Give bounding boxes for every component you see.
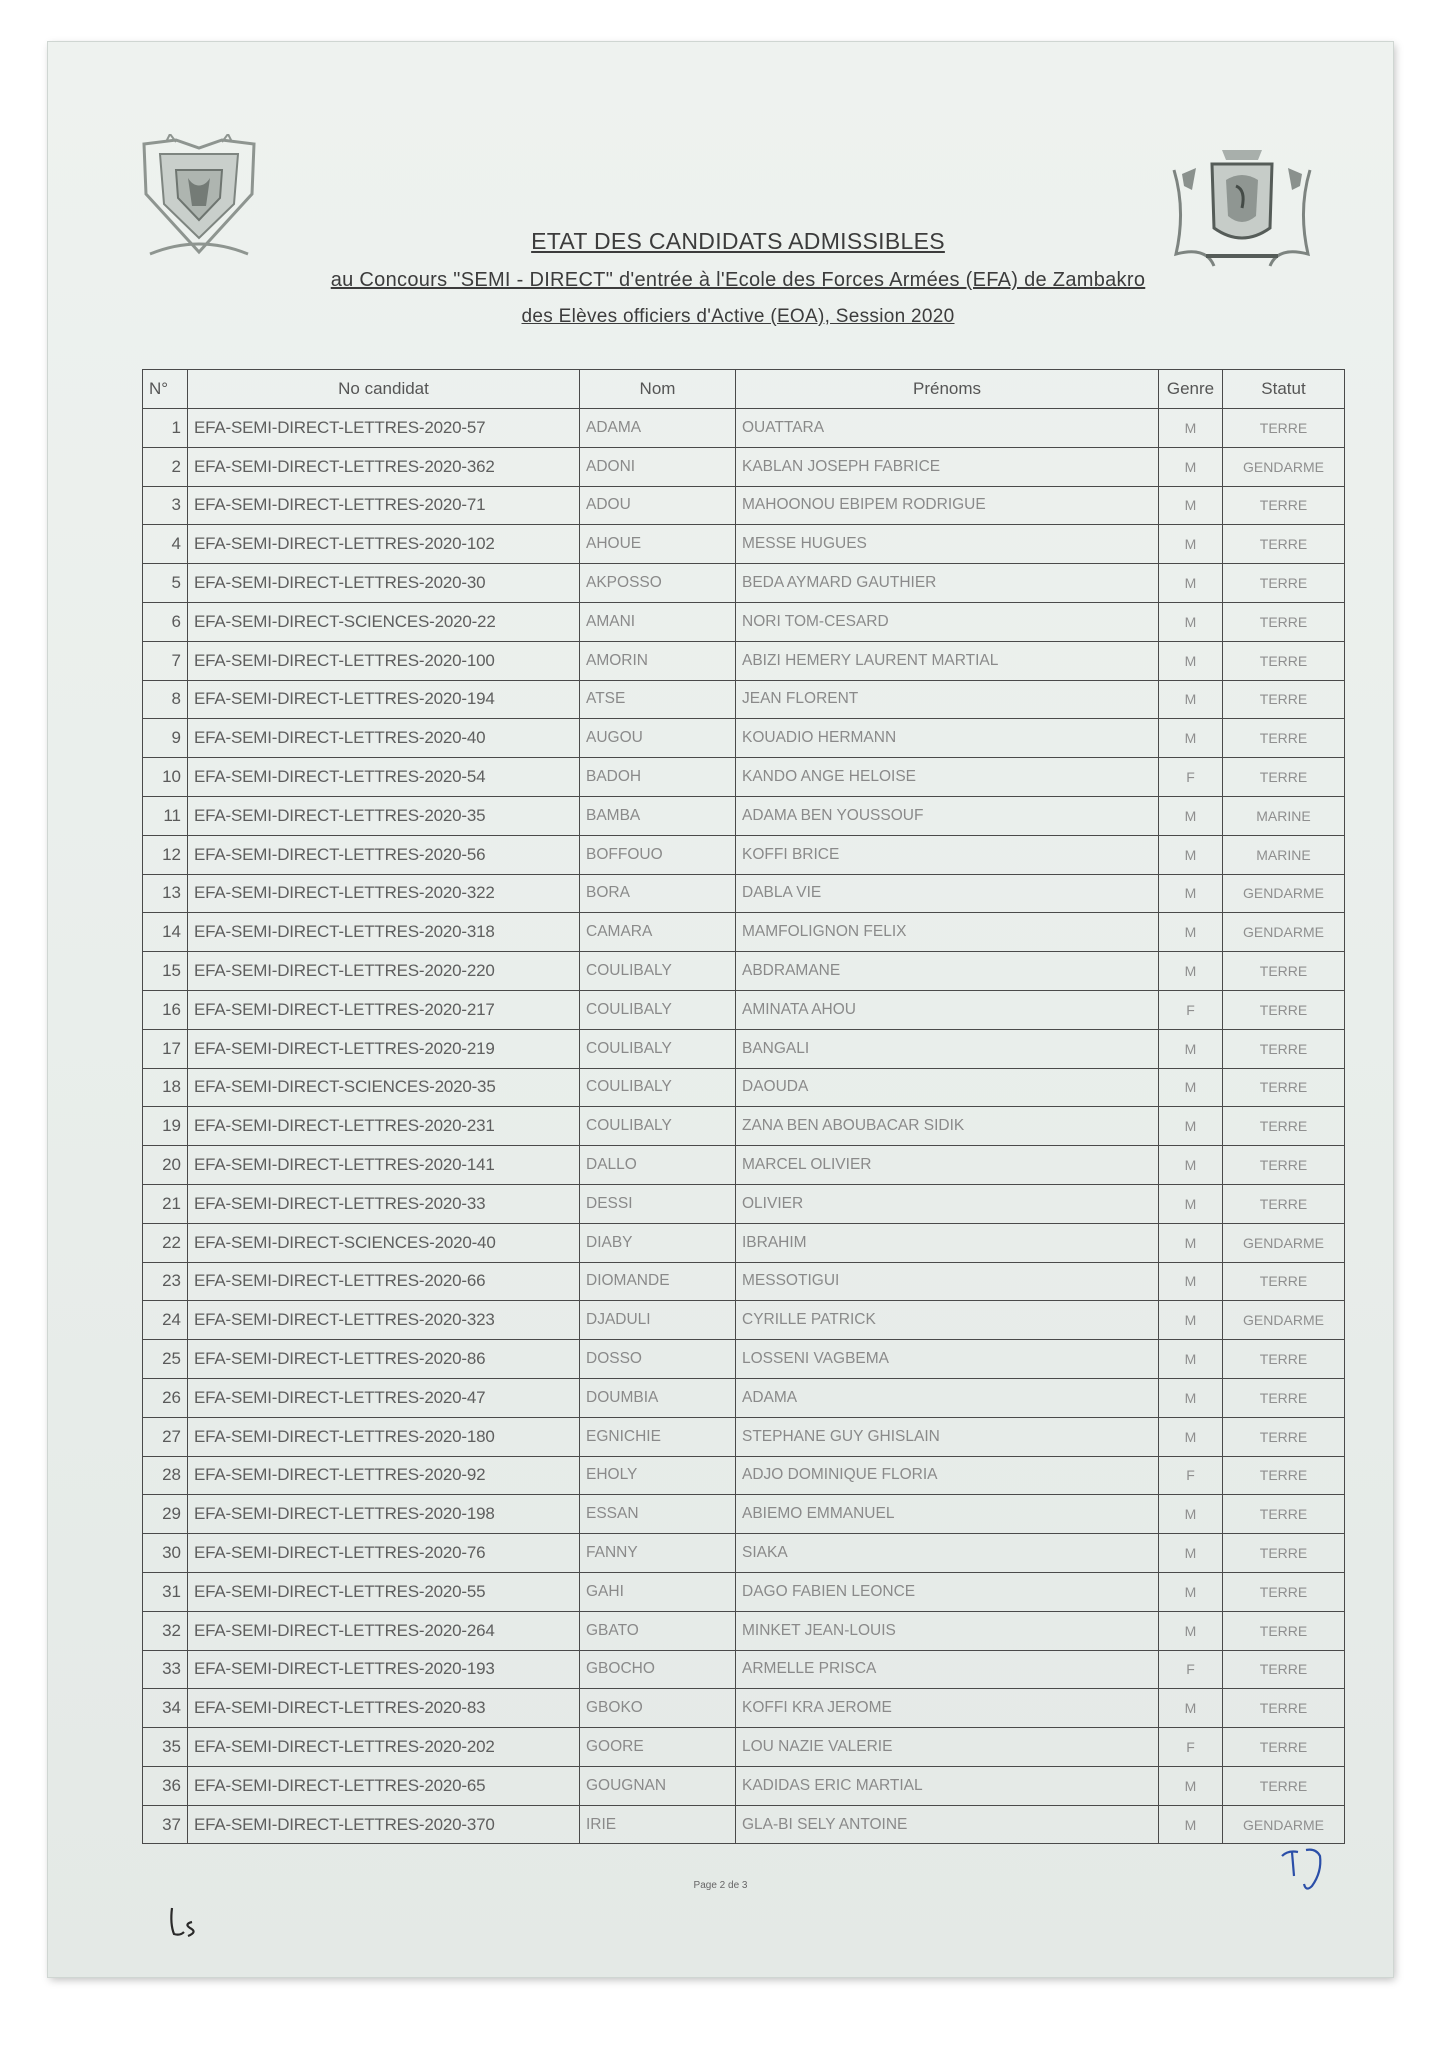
candidate-nom: CAMARA — [580, 913, 736, 952]
table-row — [143, 486, 1345, 525]
candidate-genre: M — [1159, 1340, 1223, 1379]
candidate-statut: TERRE — [1223, 1534, 1345, 1573]
table-row — [143, 1340, 1345, 1379]
candidate-id: EFA-SEMI-DIRECT-LETTRES-2020-180 — [188, 1417, 580, 1456]
candidate-statut: TERRE — [1223, 758, 1345, 797]
row-number: 33 — [143, 1650, 188, 1689]
page-number: Page 2 de 3 — [693, 1880, 748, 1891]
table-row — [143, 1495, 1345, 1534]
row-number: 17 — [143, 1029, 188, 1068]
candidate-id: EFA-SEMI-DIRECT-LETTRES-2020-219 — [188, 1029, 580, 1068]
candidate-genre: M — [1159, 1223, 1223, 1262]
candidate-nom: GOUGNAN — [580, 1766, 736, 1805]
candidate-genre: F — [1159, 1650, 1223, 1689]
candidate-prenoms: ADJO DOMINIQUE FLORIA — [736, 1456, 1159, 1495]
candidate-nom: BADOH — [580, 758, 736, 797]
table-row — [143, 1689, 1345, 1728]
table-row — [143, 1146, 1345, 1185]
candidate-statut: TERRE — [1223, 564, 1345, 603]
candidate-id: EFA-SEMI-DIRECT-LETTRES-2020-35 — [188, 796, 580, 835]
candidate-id: EFA-SEMI-DIRECT-LETTRES-2020-318 — [188, 913, 580, 952]
table-row — [143, 1301, 1345, 1340]
document-heading — [208, 228, 1268, 328]
candidate-nom: COULIBALY — [580, 1068, 736, 1107]
candidate-prenoms: MINKET JEAN-LOUIS — [736, 1611, 1159, 1650]
column-header-nom: Nom — [580, 370, 736, 409]
row-number: 31 — [143, 1572, 188, 1611]
candidate-genre: F — [1159, 758, 1223, 797]
candidate-genre: M — [1159, 719, 1223, 758]
candidate-genre: M — [1159, 1572, 1223, 1611]
candidate-id: EFA-SEMI-DIRECT-LETTRES-2020-323 — [188, 1301, 580, 1340]
row-number: 25 — [143, 1340, 188, 1379]
row-number: 10 — [143, 758, 188, 797]
row-number: 7 — [143, 641, 188, 680]
candidate-statut: MARINE — [1223, 835, 1345, 874]
candidate-nom: DIABY — [580, 1223, 736, 1262]
candidate-nom: AMORIN — [580, 641, 736, 680]
candidate-id: EFA-SEMI-DIRECT-LETTRES-2020-141 — [188, 1146, 580, 1185]
candidate-id: EFA-SEMI-DIRECT-LETTRES-2020-217 — [188, 990, 580, 1029]
candidate-statut: TERRE — [1223, 1340, 1345, 1379]
candidate-genre: M — [1159, 1262, 1223, 1301]
table-row — [143, 409, 1345, 448]
candidate-id: EFA-SEMI-DIRECT-LETTRES-2020-362 — [188, 447, 580, 486]
candidate-prenoms: BEDA AYMARD GAUTHIER — [736, 564, 1159, 603]
table-row — [143, 1417, 1345, 1456]
candidate-statut: TERRE — [1223, 486, 1345, 525]
candidate-id: EFA-SEMI-DIRECT-LETTRES-2020-55 — [188, 1572, 580, 1611]
candidate-statut: TERRE — [1223, 990, 1345, 1029]
candidate-id: EFA-SEMI-DIRECT-LETTRES-2020-76 — [188, 1534, 580, 1573]
candidate-prenoms: STEPHANE GUY GHISLAIN — [736, 1417, 1159, 1456]
candidate-id: EFA-SEMI-DIRECT-LETTRES-2020-102 — [188, 525, 580, 564]
candidate-genre: M — [1159, 486, 1223, 525]
candidate-nom: COULIBALY — [580, 1029, 736, 1068]
candidate-genre: M — [1159, 1495, 1223, 1534]
column-header-candidat: No candidat — [188, 370, 580, 409]
candidate-id: EFA-SEMI-DIRECT-LETTRES-2020-86 — [188, 1340, 580, 1379]
candidate-prenoms: OLIVIER — [736, 1184, 1159, 1223]
row-number: 11 — [143, 796, 188, 835]
candidate-nom: DESSI — [580, 1184, 736, 1223]
row-number: 8 — [143, 680, 188, 719]
row-number: 15 — [143, 952, 188, 991]
candidate-id: EFA-SEMI-DIRECT-LETTRES-2020-83 — [188, 1689, 580, 1728]
row-number: 37 — [143, 1805, 188, 1844]
row-number: 28 — [143, 1456, 188, 1495]
candidate-statut: TERRE — [1223, 1262, 1345, 1301]
candidate-genre: M — [1159, 1029, 1223, 1068]
candidate-nom: EHOLY — [580, 1456, 736, 1495]
candidate-genre: M — [1159, 874, 1223, 913]
candidate-genre: M — [1159, 1689, 1223, 1728]
candidate-id: EFA-SEMI-DIRECT-LETTRES-2020-30 — [188, 564, 580, 603]
row-number: 14 — [143, 913, 188, 952]
candidate-genre: M — [1159, 1301, 1223, 1340]
candidate-genre: M — [1159, 1805, 1223, 1844]
candidate-prenoms: MAHOONOU EBIPEM RODRIGUE — [736, 486, 1159, 525]
row-number: 24 — [143, 1301, 188, 1340]
candidate-id: EFA-SEMI-DIRECT-LETTRES-2020-54 — [188, 758, 580, 797]
candidate-statut: TERRE — [1223, 952, 1345, 991]
candidate-genre: M — [1159, 1417, 1223, 1456]
candidate-prenoms: MESSOTIGUI — [736, 1262, 1159, 1301]
candidate-genre: M — [1159, 1378, 1223, 1417]
candidate-prenoms: JEAN FLORENT — [736, 680, 1159, 719]
row-number: 35 — [143, 1728, 188, 1767]
candidate-nom: ADOU — [580, 486, 736, 525]
row-number: 3 — [143, 486, 188, 525]
row-number: 1 — [143, 409, 188, 448]
candidate-id: EFA-SEMI-DIRECT-LETTRES-2020-231 — [188, 1107, 580, 1146]
table-row — [143, 1728, 1345, 1767]
candidate-nom: GBOCHO — [580, 1650, 736, 1689]
candidate-statut: TERRE — [1223, 680, 1345, 719]
candidate-prenoms: KADIDAS ERIC MARTIAL — [736, 1766, 1159, 1805]
candidate-prenoms: KANDO ANGE HELOISE — [736, 758, 1159, 797]
row-number: 12 — [143, 835, 188, 874]
candidate-prenoms: ADAMA BEN YOUSSOUF — [736, 796, 1159, 835]
candidate-statut: TERRE — [1223, 1689, 1345, 1728]
candidate-nom: BAMBA — [580, 796, 736, 835]
candidate-prenoms: DAGO FABIEN LEONCE — [736, 1572, 1159, 1611]
candidate-genre: M — [1159, 680, 1223, 719]
candidate-id: EFA-SEMI-DIRECT-LETTRES-2020-71 — [188, 486, 580, 525]
candidate-genre: M — [1159, 409, 1223, 448]
candidate-prenoms: GLA-BI SELY ANTOINE — [736, 1805, 1159, 1844]
row-number: 2 — [143, 447, 188, 486]
candidate-id: EFA-SEMI-DIRECT-LETTRES-2020-220 — [188, 952, 580, 991]
candidate-prenoms: ADAMA — [736, 1378, 1159, 1417]
candidate-id: EFA-SEMI-DIRECT-LETTRES-2020-66 — [188, 1262, 580, 1301]
table-row — [143, 952, 1345, 991]
candidate-id: EFA-SEMI-DIRECT-LETTRES-2020-193 — [188, 1650, 580, 1689]
candidate-statut: GENDARME — [1223, 1805, 1345, 1844]
candidate-genre: M — [1159, 525, 1223, 564]
table-row — [143, 1262, 1345, 1301]
candidate-genre: M — [1159, 447, 1223, 486]
candidate-genre: F — [1159, 1456, 1223, 1495]
candidate-genre: M — [1159, 1611, 1223, 1650]
candidate-nom: DOSSO — [580, 1340, 736, 1379]
candidate-prenoms: MAMFOLIGNON FELIX — [736, 913, 1159, 952]
table-row — [143, 1068, 1345, 1107]
row-number: 20 — [143, 1146, 188, 1185]
table-row — [143, 641, 1345, 680]
candidate-prenoms: CYRILLE PATRICK — [736, 1301, 1159, 1340]
candidate-nom: ADAMA — [580, 409, 736, 448]
candidate-prenoms: NORI TOM-CESARD — [736, 602, 1159, 641]
column-header-genre: Genre — [1159, 370, 1223, 409]
column-header-num: N° — [143, 370, 188, 409]
table-row — [143, 1223, 1345, 1262]
table-row — [143, 719, 1345, 758]
candidate-prenoms: AMINATA AHOU — [736, 990, 1159, 1029]
candidate-id: EFA-SEMI-DIRECT-LETTRES-2020-47 — [188, 1378, 580, 1417]
candidate-id: EFA-SEMI-DIRECT-SCIENCES-2020-35 — [188, 1068, 580, 1107]
table-row — [143, 1611, 1345, 1650]
candidate-prenoms: BANGALI — [736, 1029, 1159, 1068]
candidate-nom: GOORE — [580, 1728, 736, 1767]
candidate-id: EFA-SEMI-DIRECT-LETTRES-2020-57 — [188, 409, 580, 448]
row-number: 23 — [143, 1262, 188, 1301]
initials-left-signature — [166, 1902, 206, 1942]
candidate-prenoms: KOFFI BRICE — [736, 835, 1159, 874]
candidate-statut: TERRE — [1223, 1611, 1345, 1650]
candidate-nom: DJADULI — [580, 1301, 736, 1340]
table-row — [143, 1456, 1345, 1495]
candidate-prenoms: SIAKA — [736, 1534, 1159, 1573]
candidate-statut: TERRE — [1223, 1572, 1345, 1611]
table-body — [143, 409, 1345, 1844]
table-row — [143, 758, 1345, 797]
candidate-nom: AHOUE — [580, 525, 736, 564]
row-number: 13 — [143, 874, 188, 913]
table-row — [143, 525, 1345, 564]
candidate-statut: TERRE — [1223, 1107, 1345, 1146]
row-number: 34 — [143, 1689, 188, 1728]
candidate-id: EFA-SEMI-DIRECT-LETTRES-2020-202 — [188, 1728, 580, 1767]
candidate-nom: GAHI — [580, 1572, 736, 1611]
row-number: 16 — [143, 990, 188, 1029]
candidate-genre: F — [1159, 990, 1223, 1029]
candidate-statut: TERRE — [1223, 1029, 1345, 1068]
table-row — [143, 564, 1345, 603]
candidate-statut: TERRE — [1223, 525, 1345, 564]
candidate-id: EFA-SEMI-DIRECT-LETTRES-2020-100 — [188, 641, 580, 680]
row-number: 26 — [143, 1378, 188, 1417]
document-title: ETAT DES CANDIDATS ADMISSIBLES — [531, 228, 945, 254]
candidate-statut: GENDARME — [1223, 447, 1345, 486]
table-row — [143, 1650, 1345, 1689]
candidate-genre: M — [1159, 835, 1223, 874]
candidate-prenoms: DABLA VIE — [736, 874, 1159, 913]
candidate-genre: M — [1159, 952, 1223, 991]
table-row — [143, 1107, 1345, 1146]
candidate-nom: AUGOU — [580, 719, 736, 758]
table-row — [143, 1378, 1345, 1417]
table-row — [143, 874, 1345, 913]
candidate-genre: M — [1159, 1068, 1223, 1107]
table-row — [143, 1534, 1345, 1573]
row-number: 6 — [143, 602, 188, 641]
candidate-prenoms: KOUADIO HERMANN — [736, 719, 1159, 758]
candidates-table-wrapper — [142, 369, 1344, 1844]
row-number: 5 — [143, 564, 188, 603]
candidate-prenoms: ABIZI HEMERY LAURENT MARTIAL — [736, 641, 1159, 680]
candidate-nom: DOUMBIA — [580, 1378, 736, 1417]
candidate-nom: DIOMANDE — [580, 1262, 736, 1301]
candidate-id: EFA-SEMI-DIRECT-LETTRES-2020-65 — [188, 1766, 580, 1805]
row-number: 27 — [143, 1417, 188, 1456]
candidate-id: EFA-SEMI-DIRECT-LETTRES-2020-198 — [188, 1495, 580, 1534]
candidate-statut: TERRE — [1223, 1417, 1345, 1456]
row-number: 19 — [143, 1107, 188, 1146]
candidate-nom: ESSAN — [580, 1495, 736, 1534]
candidate-genre: M — [1159, 796, 1223, 835]
row-number: 29 — [143, 1495, 188, 1534]
table-row — [143, 447, 1345, 486]
row-number: 21 — [143, 1184, 188, 1223]
candidate-prenoms: IBRAHIM — [736, 1223, 1159, 1262]
candidate-nom: COULIBALY — [580, 1107, 736, 1146]
table-row — [143, 1029, 1345, 1068]
table-row — [143, 1184, 1345, 1223]
candidate-id: EFA-SEMI-DIRECT-LETTRES-2020-194 — [188, 680, 580, 719]
candidate-statut: GENDARME — [1223, 913, 1345, 952]
candidate-genre: M — [1159, 1107, 1223, 1146]
candidate-nom: GBOKO — [580, 1689, 736, 1728]
candidate-id: EFA-SEMI-DIRECT-LETTRES-2020-370 — [188, 1805, 580, 1844]
row-number: 30 — [143, 1534, 188, 1573]
document-subtitle-session: des Elèves officiers d'Active (EOA), Session 2020 — [521, 306, 955, 327]
candidate-statut: TERRE — [1223, 1146, 1345, 1185]
candidate-genre: M — [1159, 1766, 1223, 1805]
candidate-statut: TERRE — [1223, 1068, 1345, 1107]
document-page — [48, 42, 1393, 1977]
candidate-nom: COULIBALY — [580, 990, 736, 1029]
candidate-prenoms: MESSE HUGUES — [736, 525, 1159, 564]
candidate-statut: TERRE — [1223, 1495, 1345, 1534]
table-row — [143, 1572, 1345, 1611]
candidate-id: EFA-SEMI-DIRECT-LETTRES-2020-322 — [188, 874, 580, 913]
candidate-statut: GENDARME — [1223, 874, 1345, 913]
candidate-statut: TERRE — [1223, 1650, 1345, 1689]
candidate-statut: TERRE — [1223, 409, 1345, 448]
candidate-nom: AKPOSSO — [580, 564, 736, 603]
candidate-prenoms: MARCEL OLIVIER — [736, 1146, 1159, 1185]
row-number: 32 — [143, 1611, 188, 1650]
candidate-id: EFA-SEMI-DIRECT-LETTRES-2020-33 — [188, 1184, 580, 1223]
candidate-statut: GENDARME — [1223, 1301, 1345, 1340]
candidate-statut: TERRE — [1223, 1456, 1345, 1495]
candidate-statut: TERRE — [1223, 1766, 1345, 1805]
row-number: 36 — [143, 1766, 188, 1805]
candidate-prenoms: OUATTARA — [736, 409, 1159, 448]
candidate-id: EFA-SEMI-DIRECT-SCIENCES-2020-40 — [188, 1223, 580, 1262]
candidate-id: EFA-SEMI-DIRECT-LETTRES-2020-92 — [188, 1456, 580, 1495]
candidate-prenoms: ARMELLE PRISCA — [736, 1650, 1159, 1689]
initials-right-signature — [1276, 1842, 1336, 1902]
candidate-nom: COULIBALY — [580, 952, 736, 991]
candidate-nom: BORA — [580, 874, 736, 913]
candidate-statut: TERRE — [1223, 602, 1345, 641]
row-number: 4 — [143, 525, 188, 564]
candidate-prenoms: ZANA BEN ABOUBACAR SIDIK — [736, 1107, 1159, 1146]
candidate-nom: ATSE — [580, 680, 736, 719]
candidate-prenoms: KOFFI KRA JEROME — [736, 1689, 1159, 1728]
candidate-id: EFA-SEMI-DIRECT-LETTRES-2020-40 — [188, 719, 580, 758]
table-row — [143, 602, 1345, 641]
candidate-nom: GBATO — [580, 1611, 736, 1650]
table-row — [143, 1766, 1345, 1805]
candidate-genre: F — [1159, 1728, 1223, 1767]
candidate-nom: IRIE — [580, 1805, 736, 1844]
table-row — [143, 990, 1345, 1029]
table-header-row — [143, 370, 1345, 409]
candidate-prenoms: ABIEMO EMMANUEL — [736, 1495, 1159, 1534]
candidate-prenoms: LOU NAZIE VALERIE — [736, 1728, 1159, 1767]
row-number: 9 — [143, 719, 188, 758]
candidate-prenoms: ABDRAMANE — [736, 952, 1159, 991]
candidate-nom: ADONI — [580, 447, 736, 486]
candidate-prenoms: KABLAN JOSEPH FABRICE — [736, 447, 1159, 486]
candidate-nom: DALLO — [580, 1146, 736, 1185]
table-row — [143, 1805, 1345, 1844]
candidate-statut: TERRE — [1223, 641, 1345, 680]
candidate-prenoms: LOSSENI VAGBEMA — [736, 1340, 1159, 1379]
candidate-statut: TERRE — [1223, 719, 1345, 758]
document-subtitle-contest: au Concours "SEMI - DIRECT" d'entrée à l'Ecole des Forces Armées (EFA) de Zambakro — [330, 269, 1146, 291]
candidate-nom: FANNY — [580, 1534, 736, 1573]
column-header-prenoms: Prénoms — [736, 370, 1159, 409]
candidate-statut: TERRE — [1223, 1728, 1345, 1767]
table-row — [143, 835, 1345, 874]
candidate-statut: TERRE — [1223, 1378, 1345, 1417]
candidate-genre: M — [1159, 1184, 1223, 1223]
column-header-statut: Statut — [1223, 370, 1345, 409]
candidates-table — [142, 369, 1345, 1844]
candidate-genre: M — [1159, 1534, 1223, 1573]
candidate-statut: TERRE — [1223, 1184, 1345, 1223]
candidate-id: EFA-SEMI-DIRECT-SCIENCES-2020-22 — [188, 602, 580, 641]
row-number: 22 — [143, 1223, 188, 1262]
candidate-id: EFA-SEMI-DIRECT-LETTRES-2020-56 — [188, 835, 580, 874]
candidate-genre: M — [1159, 913, 1223, 952]
row-number: 18 — [143, 1068, 188, 1107]
candidate-statut: GENDARME — [1223, 1223, 1345, 1262]
candidate-nom: BOFFOUO — [580, 835, 736, 874]
candidate-genre: M — [1159, 602, 1223, 641]
table-row — [143, 913, 1345, 952]
candidate-genre: M — [1159, 641, 1223, 680]
candidate-genre: M — [1159, 564, 1223, 603]
candidate-statut: MARINE — [1223, 796, 1345, 835]
candidate-prenoms: DAOUDA — [736, 1068, 1159, 1107]
candidate-genre: M — [1159, 1146, 1223, 1185]
table-row — [143, 680, 1345, 719]
candidate-nom: AMANI — [580, 602, 736, 641]
candidate-nom: EGNICHIE — [580, 1417, 736, 1456]
candidate-id: EFA-SEMI-DIRECT-LETTRES-2020-264 — [188, 1611, 580, 1650]
table-row — [143, 796, 1345, 835]
